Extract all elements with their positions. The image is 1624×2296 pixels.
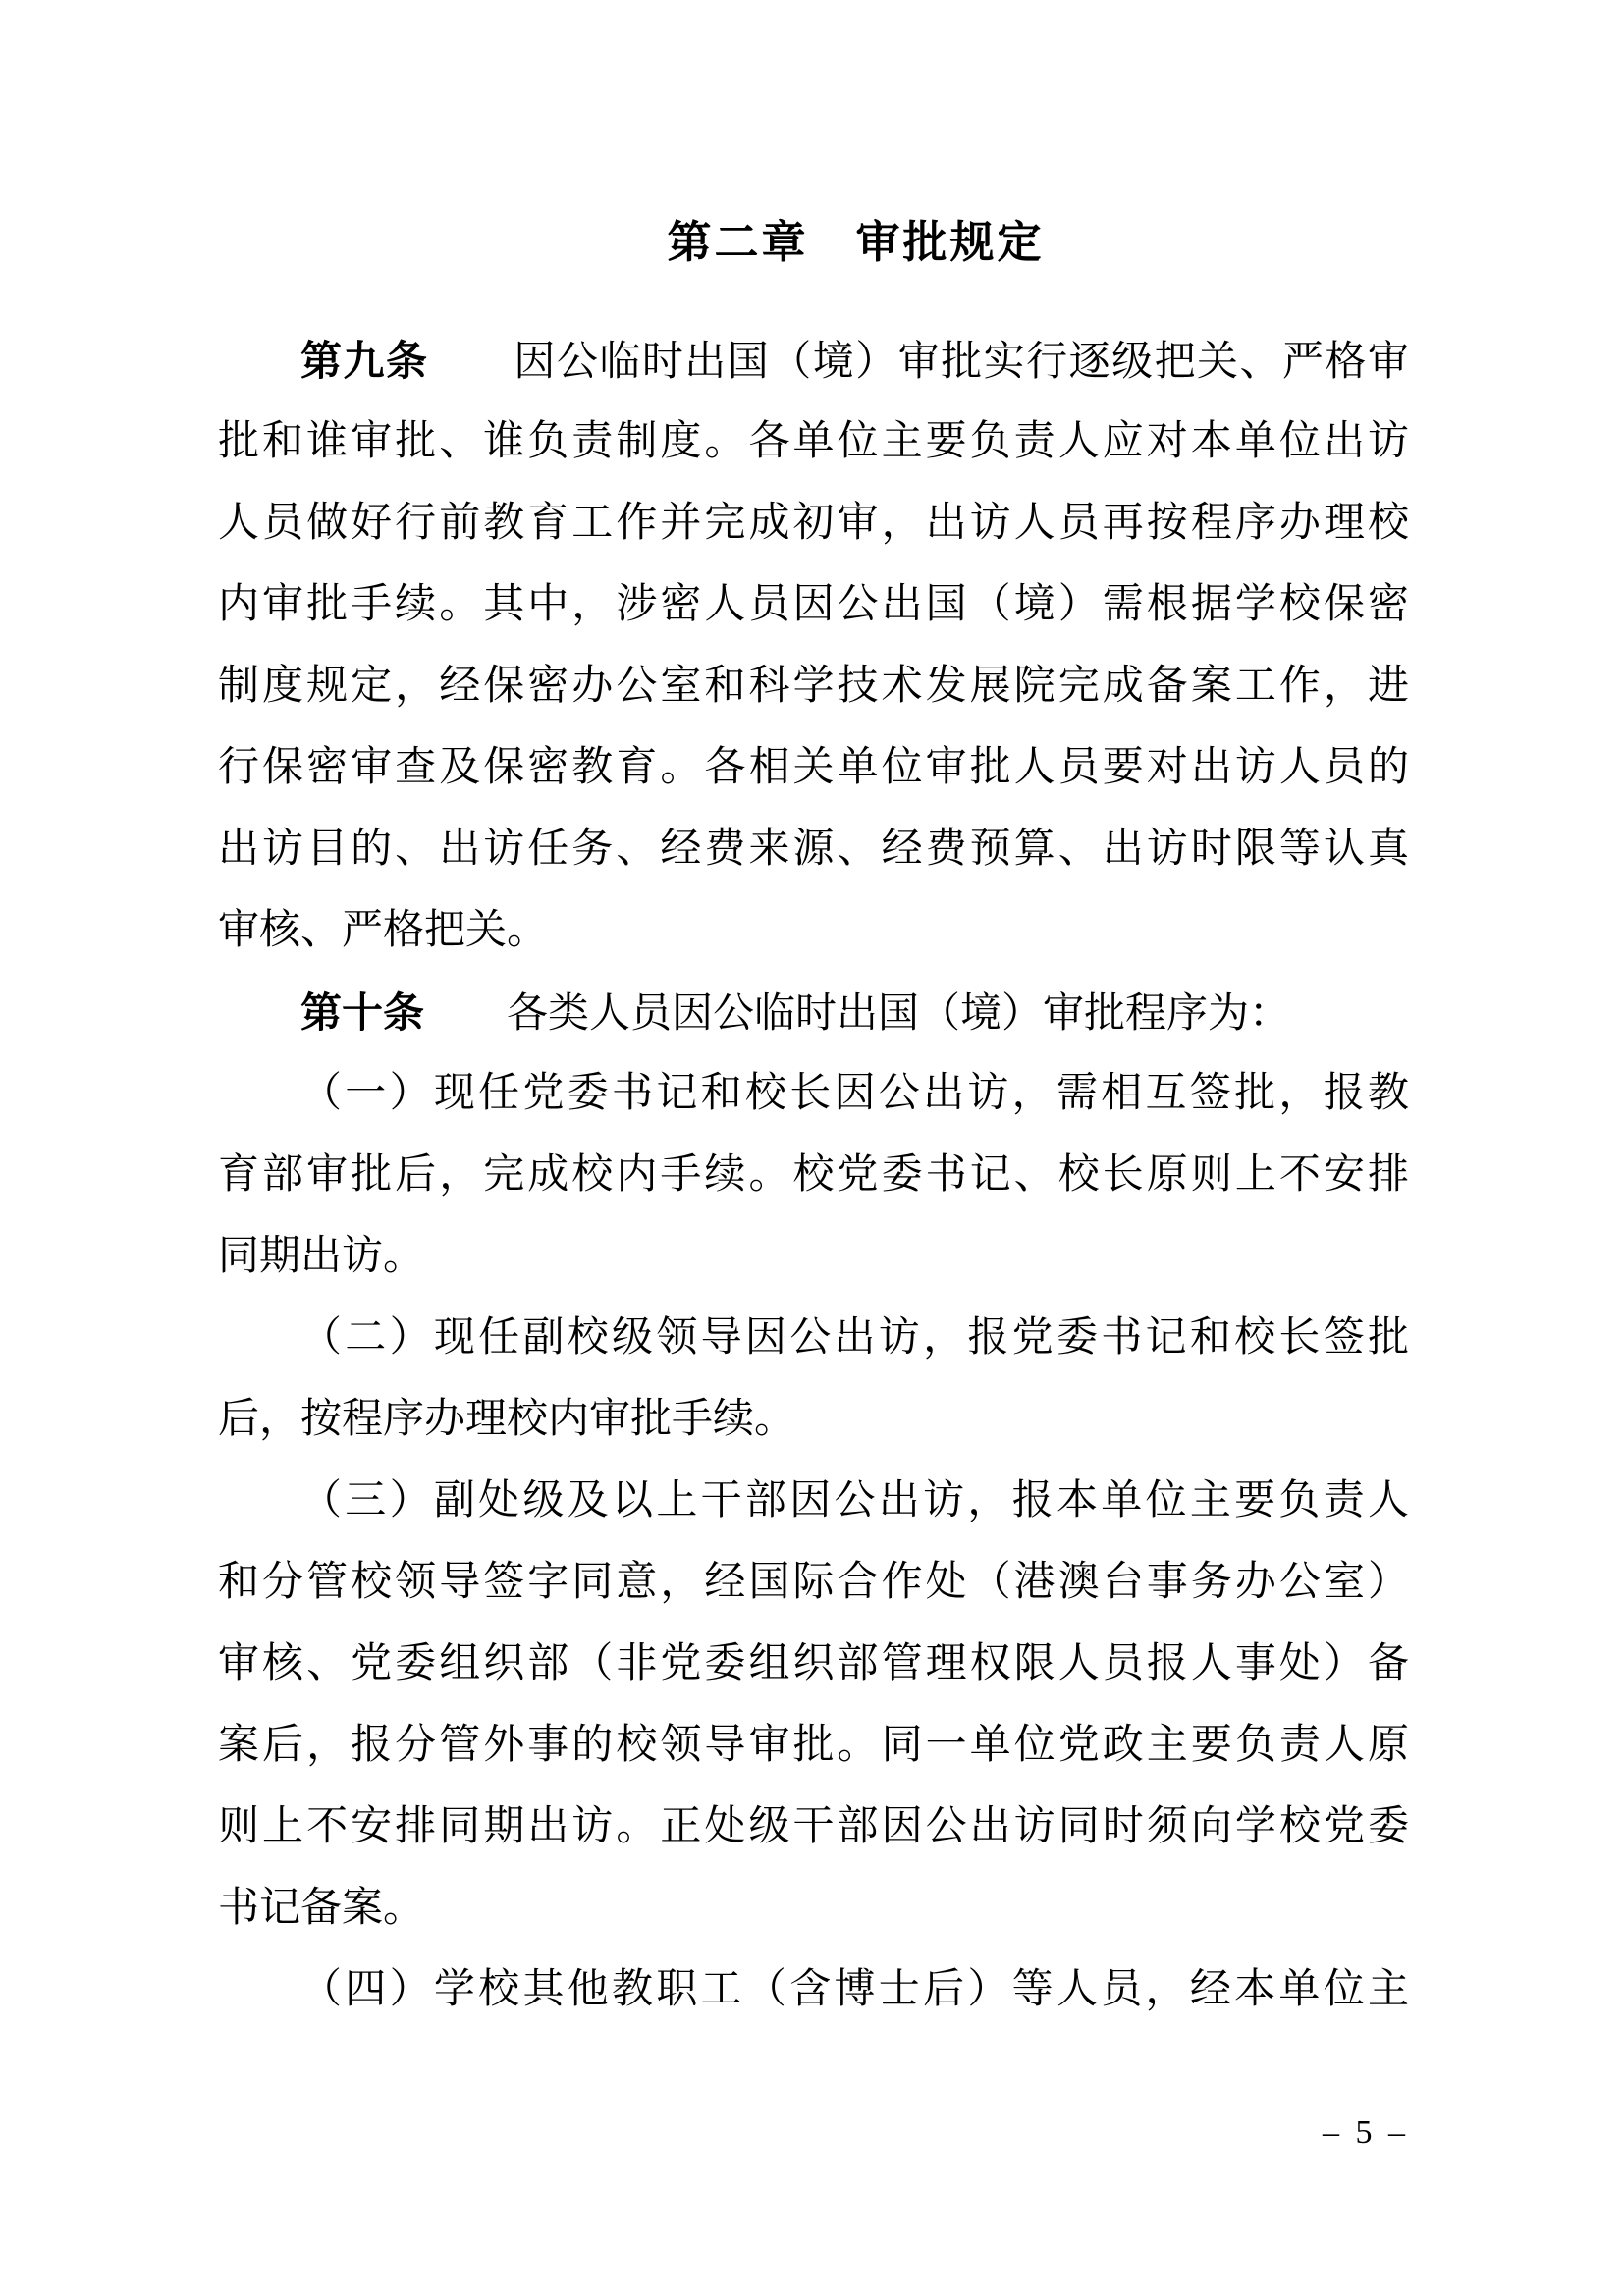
text-line: 人员做好行前教育工作并完成初审，出访人员再按程序办理校 (218, 501, 1409, 546)
text-line: 制度规定，经保密办公室和科学技术发展院完成备案工作，进 (218, 664, 1409, 709)
text-line: 同期出访。 (218, 1234, 425, 1279)
text-line-content: 因公临时出国（境）审批实行逐级把关、严格审 (428, 340, 1409, 385)
text-line: （一）现任党委书记和校长因公出访，需相互签批，报教 (300, 1071, 1409, 1116)
article-10-number: 第十条 (300, 989, 425, 1036)
text-line: 书记备案。 (218, 1886, 425, 1931)
text-line: 后，按程序办理校内审批手续。 (218, 1397, 796, 1442)
item-4-paragraph (218, 1949, 1409, 2031)
text-line: 育部审批后，完成校内手续。校党委书记、校长原则上不安排 (218, 1152, 1409, 1198)
article-10-paragraph (218, 972, 1409, 1053)
text-line: 行保密审查及保密教育。各相关单位审批人员要对出访人员的 (218, 745, 1409, 790)
chapter-title: 第二章 审批规定 (667, 217, 1045, 267)
text-line (218, 320, 1409, 401)
item-1-paragraph (218, 1053, 1409, 1298)
text-line: （四）学校其他教职工（含博士后）等人员，经本单位主 (300, 1967, 1409, 2012)
text-line: （三）副处级及以上干部因公出访，报本单位主要负责人 (300, 1478, 1409, 1523)
text-line: （二）现任副校级领导因公出访，报党委书记和校长签批 (300, 1315, 1409, 1361)
text-line: 批和谁审批、谁负责制度。各单位主要负责人应对本单位出访 (218, 419, 1409, 464)
page-number: – 5 – (1323, 2114, 1409, 2151)
document-body (218, 320, 1409, 2031)
text-line (218, 972, 1409, 1053)
text-line: 和分管校领导签字同意，经国际合作处（港澳台事务办公室） (218, 1560, 1409, 1605)
item-2-paragraph (218, 1298, 1409, 1461)
article-9-number: 第九条 (300, 338, 429, 384)
article-9-paragraph (218, 320, 1409, 972)
item-3-paragraph (218, 1461, 1409, 1949)
text-line: 审核、党委组织部（非党委组织部管理权限人员报人事处）备 (218, 1641, 1409, 1686)
text-line: 出访目的、出访任务、经费来源、经费预算、出访时限等认真 (218, 827, 1409, 872)
text-line: 则上不安排同期出访。正处级干部因公出访同时须向学校党委 (218, 1804, 1409, 1849)
text-line: 审核、严格把关。 (218, 908, 549, 953)
text-line: 内审批手续。其中，涉密人员因公出国（境）需根据学校保密 (218, 582, 1409, 627)
text-line-content: 各类人员因公临时出国（境）审批程序为： (424, 991, 1291, 1037)
text-line: 案后，报分管外事的校领导审批。同一单位党政主要负责人原 (218, 1723, 1409, 1768)
